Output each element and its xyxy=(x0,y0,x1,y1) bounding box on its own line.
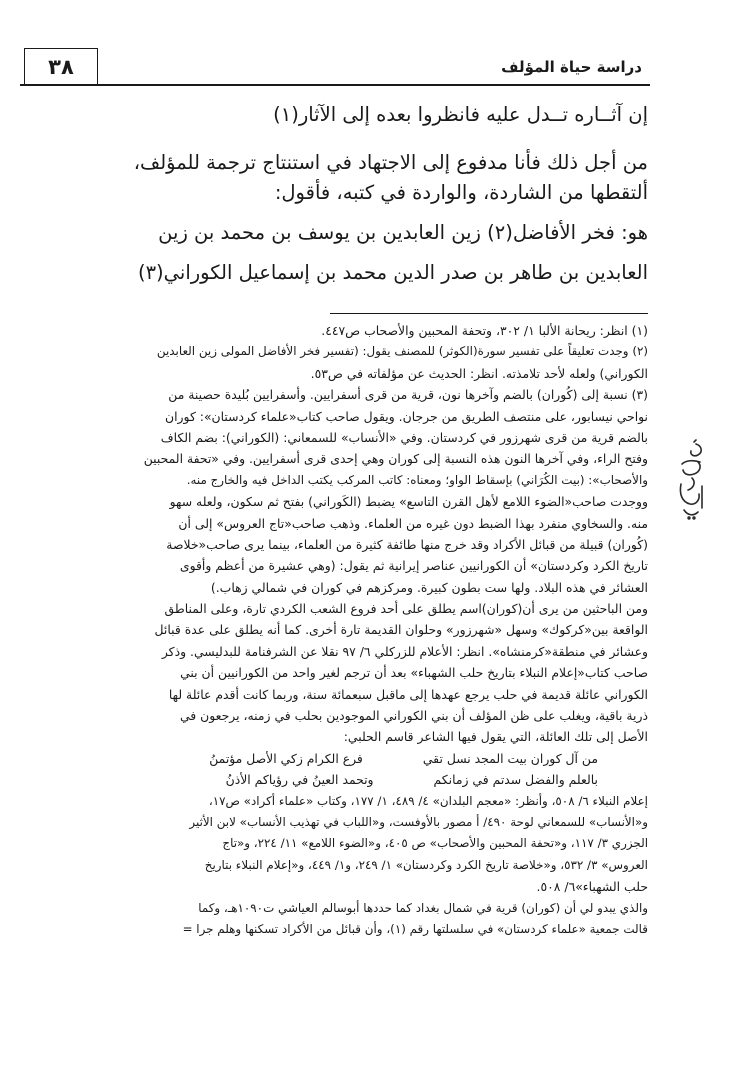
poem-hemistich: من آل كوران بيت المجد نسل تقي xyxy=(422,750,598,766)
footnote-line: (٣) نسبة إلى (كُوران) بالضم وآخرها نون، قرية من قرى أسفرايين. وأسفرايين بُليدة حصينة من xyxy=(168,387,648,403)
footnote-line: العروس» ٣/ ٥٣٢، و«خلاصة تاريخ الكرد وكردستان» ١/ ٢٤٩، و١/ ٤٤٩، و«إعلام النبلاء بتاريخ xyxy=(204,857,648,872)
footnote-line: وعشائر في منطقة«كرمنشاه». انظر: الأعلام للزركلي ٦/ ٩٧ نقلا عن الشرفنامة للبدليسي. وذكر xyxy=(161,643,648,659)
header-rule xyxy=(20,84,650,86)
poem-verse xyxy=(18,748,648,769)
footnote-line: و«الأنساب» للسمعاني لوحة ٤٩٠/ أ مصور بالأوفست، و«اللباب في تهذيب الأنساب» لابن الأثير xyxy=(189,814,648,829)
footnote-line: وفتح الراء، وفي آخرها النون هذه النسبة إلى كوران وهي إحدى قرى أسفرايين. وفي «تحفة المحبين xyxy=(143,451,648,467)
body-line: هو: فخر الأفاضل(٢) زين العابدين بن يوسف بن محمد بن زين xyxy=(158,221,648,244)
footnote-line: إعلام النبلاء ٦/ ٥٠٨، وأنظر: «معجم البلدان» ٤/ ٤٨٩، ١/ ١٧٧، وكتاب «علماء أكراد» ص١٧، xyxy=(208,793,648,808)
footnote-line: الأصل إلى تلك العائلة، التي يقول فيها الشاعر قاسم الحلبي: xyxy=(343,729,648,745)
footnote-line: ومن الباحثين من يرى أن(كوران)اسم يطلق على أحد فروع الشعب الكردي تارة، وعلى المناطق xyxy=(164,601,648,617)
footnote-line: ووجدت صاحب«الضوء اللامع لأهل القرن التاسع» يضبط (الكَوراني) بفتح ثم سكون، ولعله سهو xyxy=(169,494,648,510)
running-title: دراسة حياة المؤلف xyxy=(501,58,642,76)
body-line: من أجل ذلك فأنا مدفوع إلى الاجتهاد في استنتاج ترجمة للمؤلف، xyxy=(133,151,648,174)
footnote-line: الجزري ٣/ ١١٧، و«تحفة المحبين والأصحاب» ص ٤٠٥، و«الضوء اللامع» ١١/ ٢٢٤، و«تاج xyxy=(222,836,648,851)
footnote-line: والذي يبدو لي أن (كوران) قرية في شمال بغداد كما حددها أبوسالم العياشي ت١٠٩٠هـ، وكما xyxy=(198,900,648,915)
page-number: ٣٨ xyxy=(24,48,98,85)
page-header xyxy=(20,46,650,86)
footnote-line: العشائر في هذه البلاد. ولها ست بطون كبيرة. ومركزهم في كوران في شمالي زهاب.) xyxy=(210,579,648,595)
main-text xyxy=(18,100,648,288)
footnote-line: (١) انظر: ريحانة الألبا ١/ ٣٠٢، وتحفة المحبين والأصحاب ص٤٤٧. xyxy=(321,323,648,338)
poem-verse xyxy=(18,769,648,790)
footnote-line: حلب الشهباء»٦/ ٥٠٨. xyxy=(536,879,648,895)
footnote-line: بالضم قرية من قرى شهرزور في كردستان. وفي «الأنساب» للسمعاني: (الكوراني): بضم الكاف xyxy=(160,429,648,445)
footnote-line: (كُوران) قبيلة من قبائل الأكراد وقد خرج منها طائفة كثيرة من العلماء، بينما يرى صاحب«خلاصة xyxy=(166,536,648,552)
footnotes xyxy=(18,320,648,940)
poem-hemistich: بالعلم والفضل سدتم في زمانكم xyxy=(433,772,598,788)
body-line: ألتقطها من الشاردة، والواردة في كتبه، فأقول: xyxy=(274,181,648,204)
footnote-line: والأصحاب»: (بيت الكُرَاني) بإسقاط الواو؛ ومعناه: كاتب المركب يكتب الداخل فيه والخارج منه. xyxy=(186,472,648,487)
footnote-line: الكوراني) ولعله لأحد تلامذته. انظر: الحديث عن مؤلفاته في ص٥٣. xyxy=(310,365,648,381)
poem-hemistich: فرع الكرام زكي الأصل مؤتمنُ xyxy=(209,750,363,766)
footnote-line: الواقعة بين«كركوك» وسهل «شهرزور» وحلوان القديمة تارة أخرى. كما أنه يطلق على عدة قبائل xyxy=(154,622,648,638)
footnote-line: ذرية باقية، ويغلب على ظن المؤلف أن بني الكوراني الموجودين بحلب في زمنه، يرجعون في xyxy=(179,708,648,724)
handwritten-margin-note xyxy=(672,438,712,522)
footnote-line: منه. والسخاوي منفرد بهذا الضبط دون غيره من العلماء. وذهب صاحب«تاج العروس» إلى أن xyxy=(178,515,648,531)
footnote-line: قالت جمعية «علماء كردستان» في سلسلتها رقم (١)، وأن قبائل من الأكراد تسكنها وهلم جرا = xyxy=(182,921,648,936)
poem-hemistich: وتحمد العينُ في رؤياكم الأذنُ xyxy=(225,772,374,788)
verse-line: إن آثــاره تــدل عليه فانظروا بعده إلى الآثار(١) xyxy=(273,103,648,126)
footnote-line: نواحي نيسابور، على منتصف الطريق من جرجان. ويقول صاحب كتاب«علماء كردستان»: كوران xyxy=(165,408,648,424)
body-line: العابدين بن طاهر بن صدر الدين محمد بن إسماعيل الكوراني(٣) xyxy=(137,261,648,284)
footnote-line: تاريخ الكرد وكردستان» أن الكورانيين عناصر إيرانية ثم يقول: (وهي عشيرة من أعظم وأقوى xyxy=(179,558,648,574)
footnote-line: صاحب كتاب«إعلام النبلاء بتاريخ حلب الشهباء» بعد أن ترجم لغير واحد من الكورانيين أن بني xyxy=(180,665,648,681)
footnote-line: الكوراني عائلة قديمة في حلب يرجع عهدها إلى ماقبل سبعمائة سنة، وربما كانت أقدم عائلة لها xyxy=(168,686,648,702)
footnote-line: (٢) وجدت تعليقاً على تفسير سورة(الكوثر) للمصنف يقول: (تفسير فخر الأفاضل المولى زين العابدين xyxy=(156,344,648,359)
footnote-separator xyxy=(330,313,648,314)
